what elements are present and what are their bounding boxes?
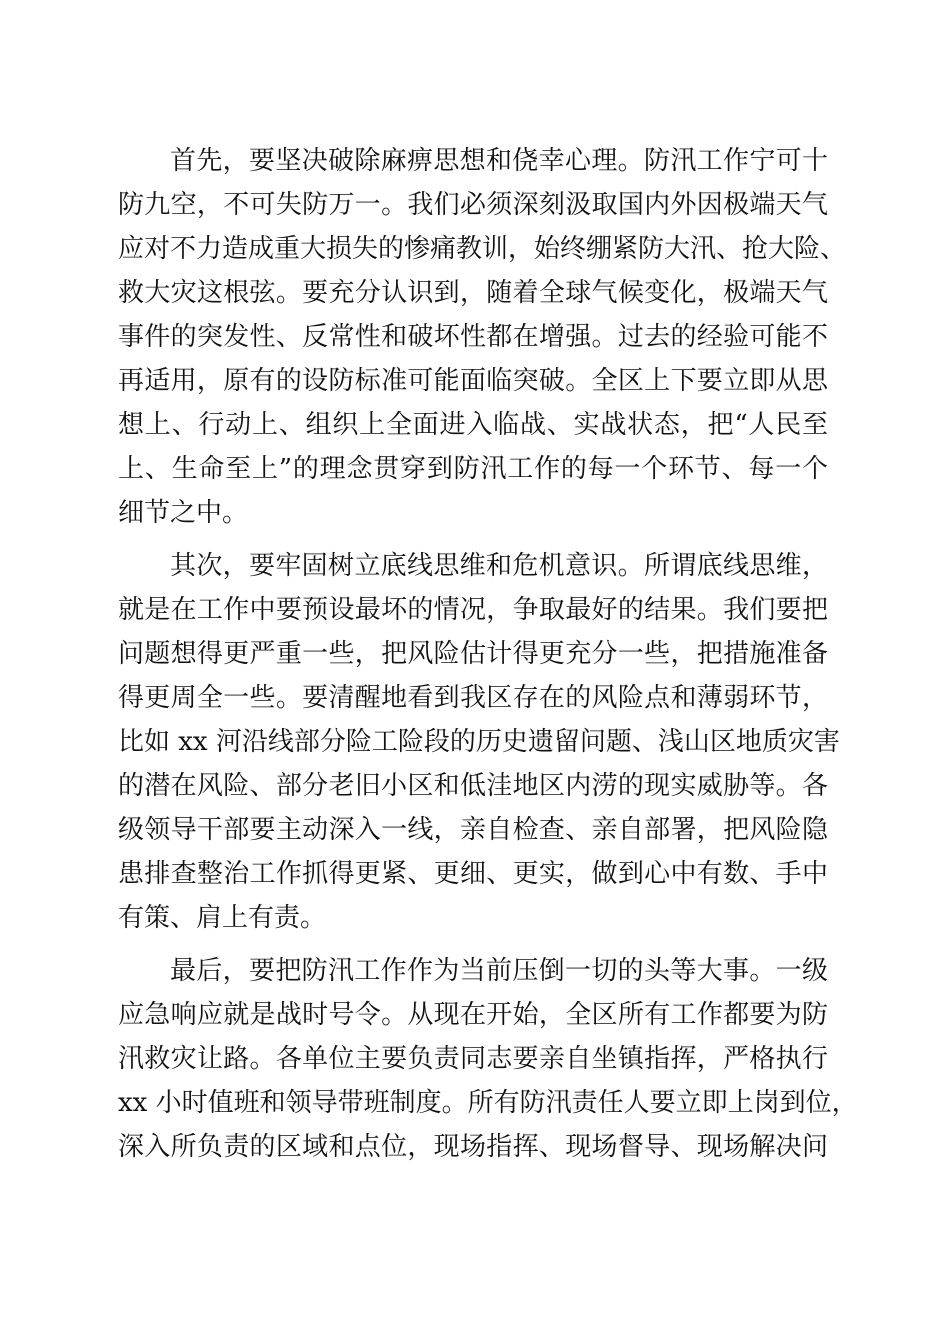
- paragraph-3-line-3: 汛救灾让路。各单位主要负责同志要亲自坐镇指挥，严格执行: [118, 1044, 828, 1074]
- paragraph-1-line-5: 事件的突发性、反常性和破坏性都在增强。过去的经验可能不: [118, 322, 828, 352]
- paragraph-1-line-4: 救大灾这根弦。要充分认识到，随着全球气候变化，极端天气: [118, 278, 828, 308]
- paragraph-2-line-3: 问题想得更严重一些，把风险估计得更充分一些，把措施准备: [118, 639, 828, 669]
- paragraph-1-line-6: 再适用，原有的设防标准可能面临突破。全区上下要立即从思: [118, 366, 828, 396]
- paragraph-1-line-9: 细节之中。: [118, 498, 249, 528]
- paragraph-3-line-2: 应急响应就是战时号令。从现在开始，全区所有工作都要为防: [118, 1000, 828, 1030]
- paragraph-2-line-7: 级领导干部要主动深入一线，亲自检查、亲自部署，把风险隐: [118, 815, 828, 845]
- paragraph-3-line-5: 深入所负责的区域和点位，现场指挥、现场督导、现场解决问: [118, 1132, 828, 1162]
- paragraph-2-line-8: 患排查整治工作抓得更紧、更细、更实，做到心中有数、手中: [118, 859, 828, 889]
- paragraph-2-line-5: 比如 xx 河沿线部分险工险段的历史遗留问题、浅山区地质灾害: [118, 727, 840, 757]
- paragraph-2-line-4: 得更周全一些。要清醒地看到我区存在的风险点和薄弱环节，: [118, 683, 828, 713]
- paragraph-2-line-9: 有策、肩上有责。: [118, 903, 327, 933]
- paragraph-1-line-1: 首先，要坚决破除麻痹思想和侥幸心理。防汛工作宁可十: [170, 146, 828, 176]
- paragraph-2-line-2: 就是在工作中要预设最坏的情况，争取最好的结果。我们要把: [118, 595, 828, 625]
- paragraph-1-line-7: 想上、行动上、组织上全面进入临战、实战状态，把“人民至: [118, 410, 828, 440]
- paragraph-2-line-1: 其次，要牢固树立底线思维和危机意识。所谓底线思维，: [170, 551, 828, 581]
- paragraph-3-line-4: xx 小时值班和领导带班制度。所有防汛责任人要立即上岗到位，: [118, 1088, 858, 1118]
- paragraph-1-line-8: 上、生命至上”的理念贯穿到防汛工作的每一个环节、每一个: [118, 454, 828, 484]
- paragraph-2-line-6: 的潜在风险、部分老旧小区和低洼地区内涝的现实威胁等。各: [118, 771, 828, 801]
- paragraph-1-line-2: 防九空，不可失防万一。我们必须深刻汲取国内外因极端天气: [118, 190, 828, 220]
- paragraph-1-line-3: 应对不力造成重大损失的惨痛教训，始终绷紧防大汛、抢大险、: [118, 234, 847, 264]
- paragraph-3-line-1: 最后，要把防汛工作作为当前压倒一切的头等大事。一级: [170, 956, 828, 986]
